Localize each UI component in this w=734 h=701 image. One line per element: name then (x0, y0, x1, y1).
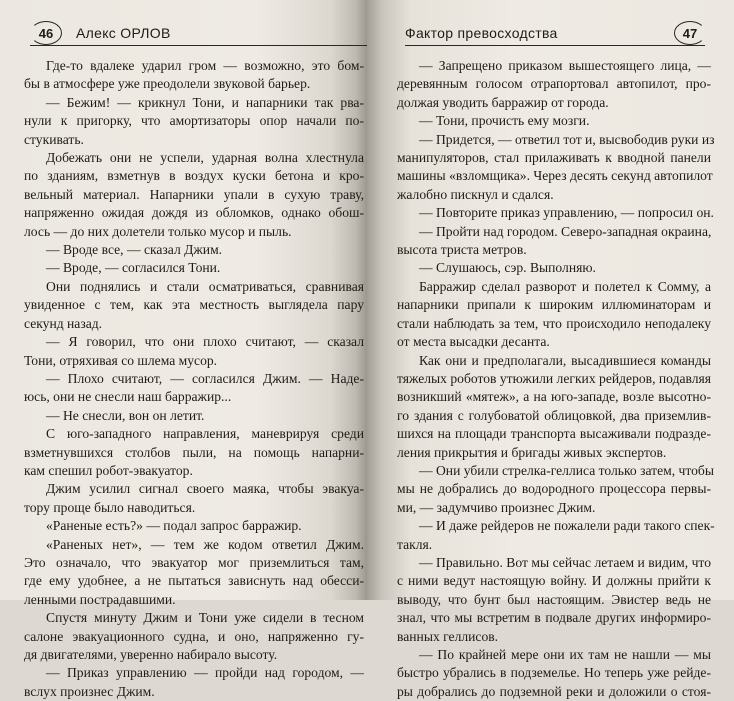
header-rule-right (405, 45, 705, 46)
right-page (367, 0, 734, 699)
right-page-text-line: Барражир сделал разворот и полетел к Сомму, а (419, 278, 711, 294)
right-page-text-line: — Слушаюсь, сэр. Выполняю. (419, 260, 596, 276)
left-page-text-line: салоне эвакуационного судна, и оно, напряженно гу- (24, 628, 364, 644)
left-page-text-line: тору проще было наводиться. (24, 499, 196, 515)
left-page-text-line: кам спешил робот-эвакуатор. (24, 462, 193, 478)
left-page-text-line: «Раненых нет», — тем же кодом ответил Джим. (46, 536, 364, 552)
left-page-text-line: Спустя минуту Джим и Тони уже сидели в тесном (46, 610, 364, 626)
left-page-text-line: — Бежим! — крикнул Тони, и напарники так рва- (46, 94, 364, 110)
running-title-book: Фактор превосходства (405, 25, 558, 41)
left-page-text-line: Джим усилил сигнал своего маяка, чтобы эвакуа- (46, 481, 364, 497)
right-page-text-line: — Правильно. Вот мы сейчас летаем и видим, что (419, 554, 711, 570)
right-page-text (397, 57, 715, 701)
right-page-text-line: с ними ведут настоящую войну. И должны прийти к (397, 573, 711, 589)
left-page-text-line: юсь, они не снесли наш барражир... (24, 389, 232, 405)
right-page-text-line: — Придется, — ответил тот и, высвободив руки из (419, 131, 715, 147)
right-page-text-line: го здания с голубоватой облицовкой, два приземлив- (397, 407, 711, 423)
left-page-text-line: увиденное с тем, как эта местность выглядела пару (24, 297, 364, 313)
left-page-text-line: — Я говорил, что они плохо считают, — сказал (46, 334, 364, 350)
right-page-text-line: знал, что мы встретим в подвале других информиро- (397, 610, 711, 626)
left-page-text-line: — Не снесли, вон он летит. (46, 407, 205, 423)
left-page-text-line: — Плохо считают, — согласился Джим. — Наде- (46, 370, 364, 386)
left-page-text-line: — Вроде все, — сказал Джим. (46, 242, 223, 258)
left-page-text-line: — Приказ управлению — пройди над городом, — (46, 665, 364, 681)
right-page-text-line: — Повторите приказ управлению, — попросил он. (419, 205, 714, 221)
left-page-text-line: вслух произнес Джим. (24, 683, 155, 699)
right-page-text-line: от места высадки десанта. (397, 334, 550, 350)
left-page-text-line: нули к пригорку, что амортизаторы опор начали по- (24, 113, 364, 129)
right-page-text-line: выводу, что бунт был настоящим. Эвистер ведь не (397, 591, 711, 607)
right-page-text-line: — Они убили стрелка-геллиса только затем, чтобы (419, 462, 714, 478)
left-page-text-line: Тони, отряхивая со шлема мусор. (24, 352, 218, 368)
right-page-text-line: быстро убрались в подземелье. Но теперь уже рейде- (397, 665, 711, 681)
left-page-text-line: взметнувшихся столбов пыли, на помощь напарни- (24, 444, 364, 460)
left-page-text-line: С юго-западного направления, маневрируя среди (46, 426, 364, 442)
right-page-text-line: манипуляторов, стал прилаживать к вводной панели (397, 150, 711, 166)
right-page-text-line: высота триста метров. (397, 242, 527, 258)
right-page-text-line: — Пройти над городом. Северо-западная окраина, (419, 223, 712, 239)
right-page-text-line: — По крайней мере они их там не нашли — мы (419, 647, 711, 662)
left-page-header (30, 22, 353, 44)
page-number-left: 46 (30, 21, 62, 45)
left-page-text-line: бы в атмосфере уже преодолели звуковой барьер. (24, 76, 311, 92)
header-rule-left (30, 45, 370, 46)
right-page-text-line: машины «взломщика». Через десять секунд автопилот (397, 168, 713, 184)
right-page-text-line: ры добрались до подземной реки и доложили о стоя- (397, 683, 711, 699)
right-page-text-line: Как они и предполагали, высадившиеся команды (419, 352, 711, 368)
left-page-text-line: Они поднялись и стали осматриваться, сравнивая (46, 278, 364, 294)
left-page-text-line: лось — до них долетели только мусор и пыль. (24, 223, 292, 239)
right-page-text-line: — И даже рейдеров не пожалели ради такого спек- (419, 518, 715, 534)
left-page-text-line: «Раненые есть?» — подал запрос барражир. (46, 518, 302, 534)
right-page-text-line: шихся на площади транспорта высаживали подразде- (397, 426, 711, 442)
right-page-text-line: ления прикрытия и бригады живых экспертов. (397, 444, 667, 460)
left-page-text-line: ленными пострадавшими. (24, 591, 176, 607)
right-page-text-line: жалобно пискнул и сдался. (397, 186, 554, 202)
page-number-right: 47 (674, 21, 706, 45)
left-page (0, 0, 367, 699)
right-page-text-line: должая уводить барражир от города. (397, 94, 609, 110)
right-page-text-line: — Тони, прочисть ему мозги. (419, 113, 590, 129)
left-page-text-line: Добежать они не успели, ударная волна хлестнула (46, 150, 364, 166)
left-page-text-line: по зданиям, взметнув в воздух куски бетона и кро- (24, 168, 364, 184)
right-page-text-line: возникший «мятеж», а на юго-западе, возле высотно- (397, 389, 711, 405)
right-page-text-line: стали наблюдать за тем, что происходило неподалеку (397, 315, 711, 331)
right-page-text-line: тяжелых роботов утюжили легких рейдеров, подавляя (397, 370, 712, 386)
right-page-text-line: такля. (397, 536, 433, 552)
running-title-author: Алекс ОРЛОВ (76, 25, 171, 41)
left-page-text-line: секунд назад. (24, 315, 103, 331)
left-page-text-line: где ему удобнее, а не пытаться зависнуть над обесси- (24, 573, 364, 589)
left-page-text (24, 57, 364, 701)
right-page-text-line: ванных геллисов. (397, 628, 499, 644)
left-page-text-line: напряженно ожидая дождя из обломков, однако обош- (24, 205, 364, 221)
right-page-text-line: ми, — задумчиво произнес Джим. (397, 499, 596, 515)
right-page-text-line: мы не добрались до водородного процессора первы- (397, 481, 711, 497)
right-page-text-line: — Запрещено приказом вышестоящего лица, — (419, 58, 711, 73)
left-page-text-line: вельный материал. Напарники упали в сухую траву, (24, 186, 364, 202)
left-page-text-line: Это означало, что эвакуатор мог приземлиться там, (24, 554, 364, 570)
right-page-header (405, 22, 706, 44)
right-page-text-line: деревянным голосом отрапортовал автопилот, про- (397, 76, 711, 92)
right-page-text-line: напарники припали к широким иллюминаторам и (397, 297, 711, 313)
left-page-text-line: стукивать. (24, 131, 84, 147)
left-page-text-line: Где-то вдалеке ударил гром — возможно, это бом- (46, 58, 364, 73)
left-page-text-line: дя двигателями, уверенно набирало высоту. (24, 647, 278, 662)
left-page-text-line: — Вроде, — согласился Тони. (46, 260, 221, 276)
